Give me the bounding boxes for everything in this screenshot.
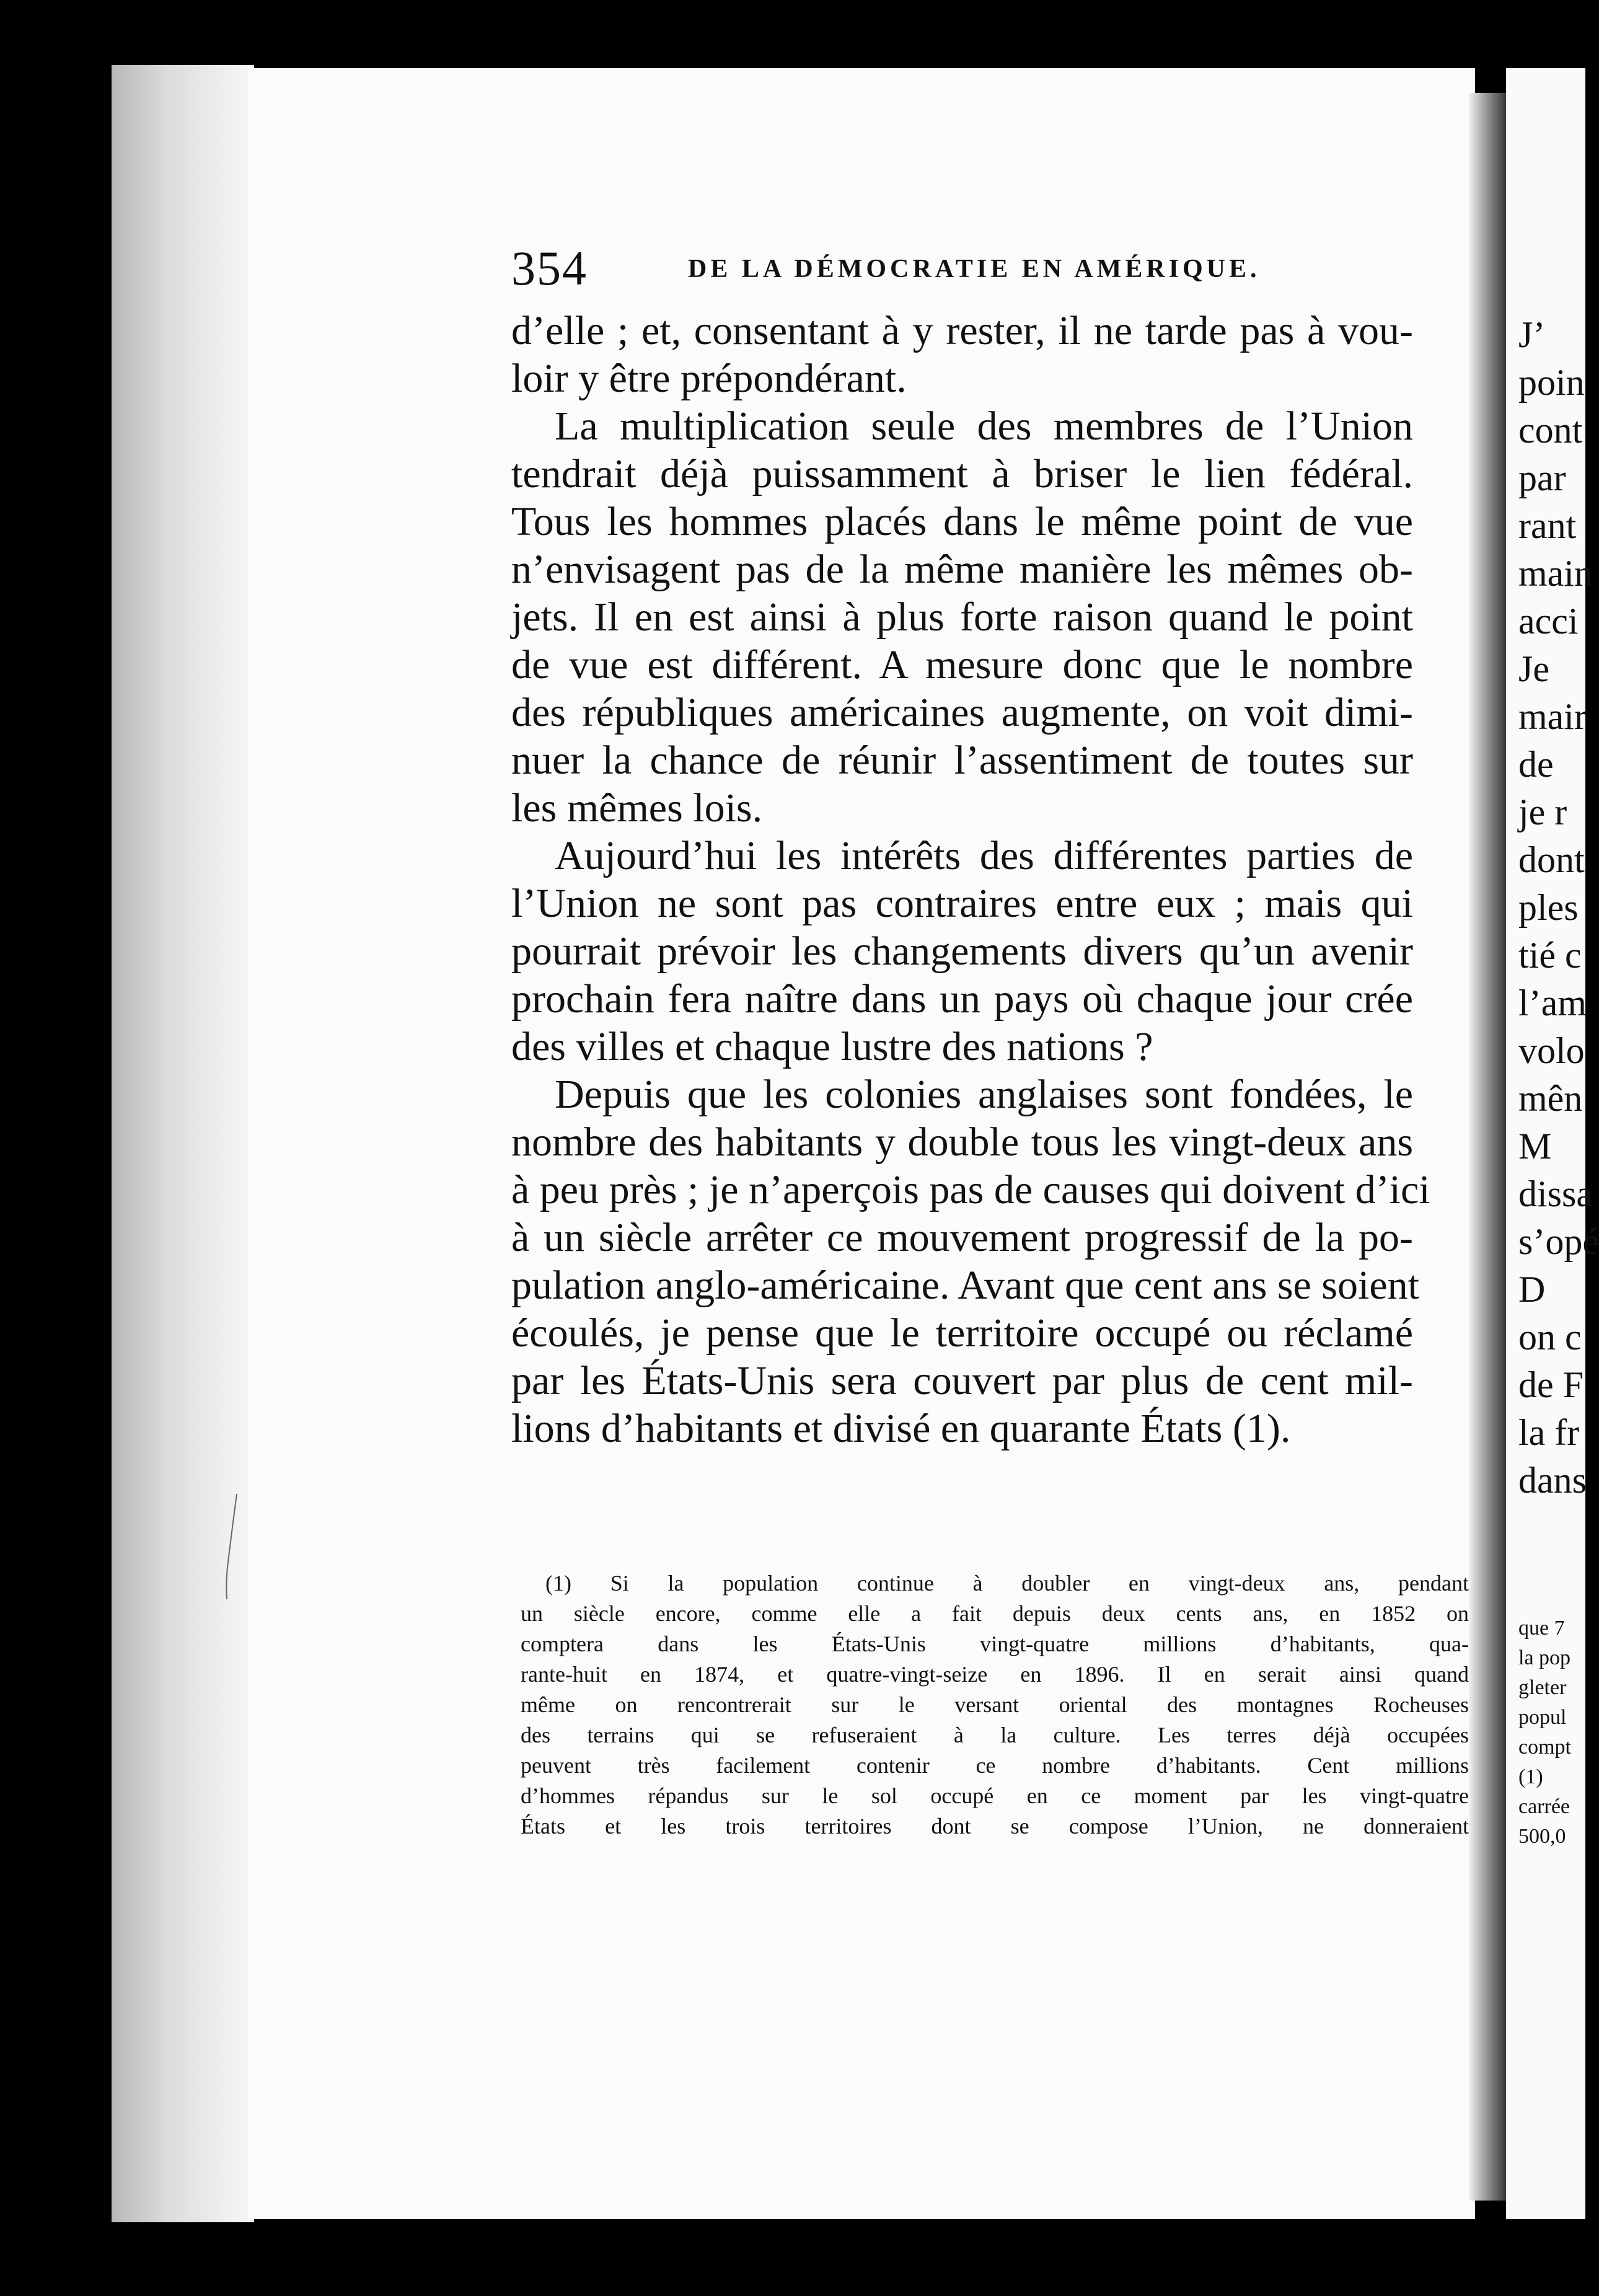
facing-page-line: volo xyxy=(1518,1030,1585,1071)
facing-page-line: mair xyxy=(1518,696,1587,737)
facing-page-line: mên xyxy=(1518,1078,1583,1119)
facing-page-line: cont xyxy=(1518,410,1583,451)
facing-page-note-line: la pop xyxy=(1518,1646,1571,1669)
facing-page-line: l’am xyxy=(1518,982,1587,1023)
facing-page-line: je r xyxy=(1518,792,1567,832)
body-line: lions d’habitants et divisé en quarante États (1). xyxy=(511,1406,1291,1451)
facing-page-line: la fr xyxy=(1518,1412,1580,1453)
body-line: jets. Il en est ainsi à plus forte raison quand le point xyxy=(511,594,1413,640)
facing-page-line: poin xyxy=(1518,362,1585,403)
book-page-edges xyxy=(112,65,254,2222)
body-line: pulation anglo-américaine. Avant que cent ans se soient xyxy=(511,1263,1419,1308)
body-line: tendrait déjà puissamment à briser le lien fédéral. xyxy=(511,451,1413,497)
facing-page-line: par xyxy=(1518,457,1566,498)
footnote-line: comptera dans les États-Unis vingt-quatre millions d’habitants, qua- xyxy=(521,1631,1469,1656)
body-line: à un siècle arrêter ce mouvement progressif de la po- xyxy=(511,1215,1413,1260)
facing-page-line: tié c xyxy=(1518,935,1582,976)
body-line: des villes et chaque lustre des nations ? xyxy=(511,1024,1153,1069)
book-gutter-shadow xyxy=(1469,93,1506,2201)
body-line: Tous les hommes placés dans le même point de vue xyxy=(511,499,1413,544)
footnote-line: rante-huit en 1874, et quatre-vingt-seize en 1896. Il en serait ainsi quand xyxy=(521,1662,1469,1687)
body-line: les mêmes lois. xyxy=(511,785,763,831)
body-line: n’envisagent pas de la même manière les mêmes ob- xyxy=(511,547,1413,592)
body-line: écoulés, je pense que le territoire occupé ou réclamé xyxy=(511,1310,1413,1356)
facing-page-note-line: (1) xyxy=(1518,1765,1543,1788)
body-line: Aujourd’hui les intérêts des différentes parties de xyxy=(555,833,1413,878)
facing-page-note-line: compt xyxy=(1518,1736,1571,1759)
body-line: par les États-Unis sera couvert par plus de cent mil- xyxy=(511,1358,1413,1403)
facing-page-note-line: popul xyxy=(1518,1706,1567,1729)
body-line: prochain fera naître dans un pays où chaque jour crée xyxy=(511,976,1413,1022)
body-line: l’Union ne sont pas contraires entre eux ; mais qui xyxy=(511,881,1413,926)
facing-page-line: Je xyxy=(1518,648,1549,689)
running-title: DE LA DÉMOCRATIE EN AMÉRIQUE. xyxy=(688,255,1261,283)
footnote-line: des terrains qui se refuseraient à la culture. Les terres déjà occupées xyxy=(521,1723,1469,1747)
body-line: La multiplication seule des membres de l’Union xyxy=(555,404,1413,449)
facing-page-line: rant xyxy=(1518,505,1577,546)
facing-page-line: de xyxy=(1518,744,1554,785)
pencil-mark xyxy=(223,1494,242,1599)
body-line: nombre des habitants y double tous les vingt-deux ans xyxy=(511,1119,1413,1165)
facing-page-note-line: 500,0 xyxy=(1518,1825,1566,1848)
facing-page-line: de F xyxy=(1518,1364,1584,1405)
facing-page-line: on c xyxy=(1518,1317,1582,1358)
body-line: de vue est différent. A mesure donc que le nombre xyxy=(511,642,1413,687)
right-page xyxy=(1506,68,1599,2219)
facing-page-line: D xyxy=(1518,1269,1546,1310)
footnote-line: un siècle encore, comme elle a fait depuis deux cents ans, en 1852 on xyxy=(521,1601,1469,1626)
body-line: nuer la chance de réunir l’assentiment de toutes sur xyxy=(511,738,1413,783)
facing-page-line: M xyxy=(1518,1126,1552,1167)
footnote-line: (1) Si la population continue à doubler en vingt-deux ans, pendant xyxy=(545,1571,1469,1596)
body-line: pourrait prévoir les changements divers qu’un avenir xyxy=(511,929,1413,974)
facing-page-line: s’opé xyxy=(1518,1221,1599,1262)
facing-page-line: main xyxy=(1518,553,1593,594)
running-head xyxy=(511,241,1274,295)
body-line: à peu près ; je n’aperçois pas de causes qui doivent d’ici xyxy=(511,1167,1430,1212)
footnote-line: États et les trois territoires dont se compose l’Union, ne donneraient xyxy=(521,1814,1469,1839)
page-number: 354 xyxy=(511,241,588,295)
facing-page-line: acci xyxy=(1518,601,1579,642)
footnote-line: peuvent très facilement contenir ce nombre d’habitants. Cent millions xyxy=(521,1753,1469,1778)
facing-page-line: dissa xyxy=(1518,1173,1593,1214)
body-line: Depuis que les colonies anglaises sont fondées, le xyxy=(555,1072,1413,1117)
facing-page-note-line: gleter xyxy=(1518,1676,1567,1699)
facing-page-line: dont xyxy=(1518,839,1585,880)
facing-page-note-line: que 7 xyxy=(1518,1617,1565,1640)
footnote-line: même on rencontrerait sur le versant oriental des montagnes Rocheuses xyxy=(521,1692,1469,1717)
facing-page-note-line: carrée xyxy=(1518,1795,1570,1818)
facing-page-line: dans xyxy=(1518,1460,1587,1501)
body-line: des républiques américaines augmente, on voit dimi- xyxy=(511,690,1413,735)
body-line: d’elle ; et, consentant à y rester, il ne tarde pas à vou- xyxy=(511,308,1413,353)
facing-page-line: J’ xyxy=(1518,314,1546,355)
footnote-line: d’hommes répandus sur le sol occupé en ce moment par les vingt-quatre xyxy=(521,1783,1469,1808)
body-line: loir y être prépondérant. xyxy=(511,356,907,401)
facing-page-line: ples xyxy=(1518,887,1579,928)
